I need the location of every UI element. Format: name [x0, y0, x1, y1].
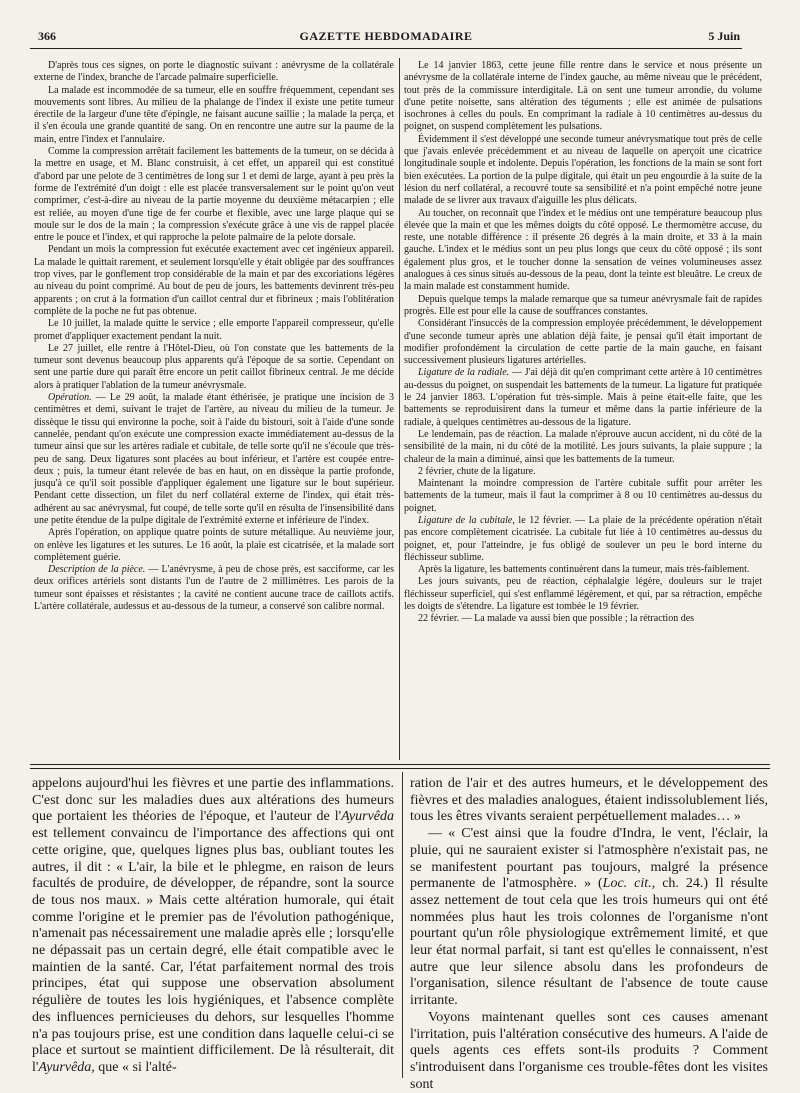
paragraph [410, 826, 768, 1010]
text-run: , que « si l'alté- [91, 1059, 177, 1075]
paragraph: Voyons maintenant quelles sont ces causes amenant l'irritation, puis l'altération consécutive des humeurs. A l'aide de quels agents ces effets sont-ils produits ? Comment s'introduisent dans l'organisme ces trouble-fêtes dont les visites sont [410, 1009, 768, 1092]
section-heading: Opération. [48, 392, 92, 404]
text-run: , ch. 24.) Il résulte assez nettement de tout cela que les trois humeurs qui ont été nommées plus haut les trois colonnes de l'organisme n'ont pourtant qu'un rôle physiologique extrêmement limité, et que leur état normal parfait, si tant est qu'elles le connaissent, n'est autre que leur silence absolu dans les profondeurs de l'organisation, silence résultant de l'absence de toute cause irritante. [410, 876, 768, 1009]
paragraph-text: — J'ai déjà dit qu'en comprimant cette artère à 10 centimètres au-dessus du poignet, on suspendait les battements de la tumeur. La ligature fut pratiquée le 24 janvier 1863. L'opération fut très-simple. Mais à peine était-elle faite, que les battements se reproduisirent dans la tumeur et même dans la partie inférieure de la radiale, à quelques centimètres au-dessous de la ligature. [404, 367, 762, 428]
top-right-column [404, 60, 762, 758]
column-divider-bottom [402, 772, 403, 1078]
paragraph: Après la ligature, les battements continuèrent dans la tumeur, mais très-faiblement. [418, 564, 750, 576]
paragraph: Les jours suivants, peu de réaction, céphalalgie légère, douleurs sur le trajet fléchisseur superficiel, qui s'est enflammé légèrement, et qui, par sa rétraction, empêche les doigts de s'étendre. La ligature est tombée le 19 février. [404, 576, 762, 613]
paragraph-text: — Le 29 août, la malade étant éthérisée, je pratique une incision de 3 centimètres et demi, suivant le trajet de l'artère, au niveau du milieu de la tumeur. Je dissèque le tissu qui environne la poche, soit à l'aide du bistouri, soit à l'aide d'une sonde cannelée, pendant qu'on exécute une compression exacte immédiatement au-dessus de la tumeur ainsi que sur les artères radiale et cubitale, de telle sorte qu'il ne s'écoule que très-peu de sang. Deux ligatures sont placées au bout inférieur, et l'artère est coupée entre-deux ; puis, la tumeur étant relevée de bas en haut, on en dissèque la partie profonde, jusqu'à ce qu'il soit possible d'appliquer également une ligature sur le bout supérieur. Pendant cette dissection, un filet du nerf collatéral externe de l'index, qui était très-adhérent au sac anévrysmal, fut coupé, de telle sorte qu'il en résulta de l'insensibilité dans une petite étendue de la pulpe digitale de l'extrémité externe et inférieure de l'index. [34, 392, 394, 526]
paragraph-radiale [404, 367, 762, 428]
paragraph: Le lendemain, pas de réaction. La malade n'éprouve aucun accident, ni du côté de la sensibilité de la main, ni du côté de la motilité. Les jours suivants, la plaie suppure ; la chaleur de la main a diminué, ainsi que les battements de la tumeur. [404, 428, 762, 465]
italic-title: Ayurvêda [38, 1059, 92, 1075]
paragraph: Comme la compression arrêtait facilement les battements de la tumeur, on se décida à la mettre en usage, et M. Blanc construisit, à cet effet, un appareil qui est constitué d'abord par une pelote de 3 centimètres de long sur 1 et demi de large, ayant à peu près la forme de l'extrémité d'un doigt : elle est placée transversalement sur le point qu'on veut comprimer, c'est-à-dire au niveau de la partie moyenne du deuxième métacarpien ; elle est reliée, au moyen d'une tige de fer courbe et flexible, avec une large plaque qui se moule sur le dos de la main ; la compression s'exécute grâce à une vis de rappel placée entre le pouce et l'index, et qui rapproche la pelote palmaire de la pelote dorsale. [34, 146, 394, 244]
text-run: appelons aujourd'hui les fièvres et une partie des inflammations. C'est donc sur les maladies dues aux altérations des humeurs que portaient les théories de l'époque, et l'auteur de l' [32, 776, 394, 825]
paragraph: Maintenant la moindre compression de l'artère cubitale suffit pour arrêter les battements de la tumeur, mais il faut la comprimer à 8 ou 10 centimètres au-dessus du poignet. [404, 478, 762, 514]
paragraph-text: — L'anévrysme, à peu de chose près, est sacciforme, car les deux orifices artériels sont distants l'un de l'autre de 2 millimètres. Les parois de la tumeur sont épaisses et résistantes ; la cavité ne contient aucune trace de caillots actifs. L'artère collatérale, audessus et au-dessous de la tumeur, a conservé son calibre normal. [34, 564, 394, 613]
paragraph: Considérant l'insuccès de la compression employée précédemment, le développement d'une seconde tumeur après une ablation déjà faite, je pensai qu'il était important de modifier profondément la circulation de cette partie de la main gauche, en faisant successivement plusieurs ligatures artérielles. [404, 318, 762, 367]
paragraph-operation [34, 392, 394, 527]
paragraph: D'après tous ces signes, on porte le diagnostic suivant : anévrysme de la collatérale externe de l'index, branche de l'arcade palmaire superficielle. [34, 60, 394, 84]
paragraph: Le 14 janvier 1863, cette jeune fille rentre dans le service et nous présente un anévrysme de la collatérale interne de l'index gauche, au même niveau que le précédent, tout près de la commissure interdigitale. Là on sent une tumeur arrondie, du volume d'une petite noisette, sans altération des téguments ; elle est animée de pulsations isochrones à celles du pouls. En comprimant la radiale à 10 centimètres au-dessus du poignet, on suspend complètement les pulsations. [404, 60, 762, 133]
paragraph: Pendant un mois la compression fut exécutée exactement avec cet ingénieux appareil. La malade le quittait rarement, et seulement lorsqu'elle y était obligée par des souffrances trop vives, par le gonflement trop considérable de la main et par des excoriations légères au niveau du point comprimé. Au bout de peu de jours, les battements devinrent très-peu apparents ; on crut à la formation d'un caillot central dur et fibrineux ; mais l'oblitération complète de la poche ne fut pas obtenue. [34, 244, 394, 317]
bottom-right-column [410, 776, 768, 1092]
issue-date: 5 Juin [708, 29, 740, 43]
paragraph: Après l'opération, on applique quatre points de suture métallique. Au neuvième jour, on enlève les ligatures et les sutures. Le 16 août, la plaie est cicatrisée, et la malade sort complètement guérie. [34, 527, 394, 563]
paragraph: Le 10 juillet, la malade quitte le service ; elle emporte l'appareil compresseur, qu'elle promet d'appliquer exactement pendant la nuit. [34, 318, 394, 342]
section-separator [30, 764, 770, 769]
page-header [30, 26, 742, 49]
paragraph: La malade est incommodée de sa tumeur, elle en souffre fréquemment, cependant ses mouvements sont libres. Au milieu de la phalange de l'index il existe une petite tumeur érectile de la largeur d'une tête d'épingle, ne faisant aucune saillie ; la malade la perça, et il s'en écoula une grande quantité de sang. On en rencontre une autre sur la paume de la main, entre l'index et l'annulaire. [34, 84, 394, 145]
paragraph-description [34, 564, 394, 613]
paragraph: 22 février. — La malade va aussi bien que possible ; la rétraction des [418, 613, 695, 625]
paragraph-cubitale [404, 515, 762, 564]
text-run: est tellement convaincu de l'importance des affections qui ont cette origine, que, quelques lignes plus bas, oubliant toutes les autres, il dit : « L'air, la bile et le phlegme, en raison de leurs facultés de produire, de développer, de répandre, sont la source de tous nos maux. » Mais cette altération humorale, qui était comme l'origine et le premier pas de l'évolution pathogénique, n'amenait pas nécessairement une maladie après elle ; lorsqu'elle ne dépassait pas un certain degré, elle était compatible avec le maintien de la santé. Car, l'état parfaitement normal des trois principes, état qui suppose une observation absolument régulière de toutes les lois hygiéniques, et l'absence complète des influences pernicieuses du dehors, sur lesquelles l'homme n'a pas toujours prise, est une condition dans laquelle celui-ci se place et surtout se maintient difficilement. De là résulterait, dit l' [32, 826, 394, 1075]
section-heading: Ligature de la cubitale, [418, 514, 515, 526]
paragraph: Depuis quelque temps la malade remarque que sa tumeur anévrysmale fait de rapides progrès. Elle est pour elle la cause de souffrances constantes. [404, 293, 762, 317]
italic-title: Ayurvêda [341, 809, 394, 825]
section-heading: Ligature de la radiale. [418, 367, 510, 379]
journal-title: GAZETTE HEBDOMADAIRE [299, 29, 473, 43]
page-number: 366 [38, 29, 56, 43]
paragraph-text: le 12 février. — La plaie de la précédente opération n'était pas encore complètement cicatrisée. La cubitale fut liée à 10 centimètres au-dessus du poignet, et, pour l'atteindre, je fus obligé de soulever un peu le bord interne du fléchisseur sublime. [404, 514, 762, 563]
paragraph: Évidemment il s'est développé une seconde tumeur anévrysmatique tout près de celle que j'avais enlevée précédemment et au niveau de laquelle on aperçoit une cicatrice longitudinale souple et indolente. Depuis l'opération, les fonctions de la main se sont fort bien exécutées. La portion de la pulpe digitale, qui était un peu engourdie à la suite de la lésion du nerf collatéral, a recouvré toute sa sensibilité et n'a point empêché notre jeune malade de se livrer aux travaux d'aiguille les plus délicats. [404, 133, 762, 207]
bottom-left-column [32, 776, 394, 1078]
column-divider-top [399, 58, 400, 760]
text-run: — « C'est ainsi que la foudre d'Indra, le vent, l'éclair, la pluie, qui ne sauraient exister si l'atmosphère n'existait pas, ne se manifestent pourtant pas toujours, malgré la présence permanente de l'atmosphère. » ( [410, 826, 768, 892]
paragraph [32, 776, 394, 1077]
citation: Loc. cit. [602, 876, 652, 892]
section-heading: Description de la pièce. [48, 564, 146, 576]
paragraph: ration de l'air et des autres humeurs, et le développement des fièvres et des maladies analogues, étaient indissolublement liés, tous les êtres vivants seraient perpétuellement malades… » [410, 776, 768, 825]
paragraph: Au toucher, on reconnaît que l'index et le médius ont une température beaucoup plus élevée que la main et que les mêmes doigts du côté opposé. Le thermomètre accuse, du reste, une notable différence : il présente 26 degrés à la main droite, et 33 à la main gauche. L'index et le médius sont un peu plus longs que ceux du côté opposé ; ils sont également plus gros, et le toucher donne la sensation de veines volumineuses assez analogues à ces sinus situés au-dessous de la peau, dont la teinte est bleuâtre. Le creux de la main malade est constamment humide. [404, 207, 762, 293]
paragraph: 2 février, chute de la ligature. [418, 465, 536, 477]
top-left-column [34, 60, 394, 758]
paragraph: Le 27 juillet, elle rentre à l'Hôtel-Dieu, où l'on constate que les battements de la tumeur sont devenus beaucoup plus apparents qu'à l'époque de sa sortie. Cependant on sent une partie dure qui paraît être encore un petit caillot fibrineux central. Je me décide alors à pratiquer l'ablation de la tumeur anévrysmale. [34, 342, 394, 391]
